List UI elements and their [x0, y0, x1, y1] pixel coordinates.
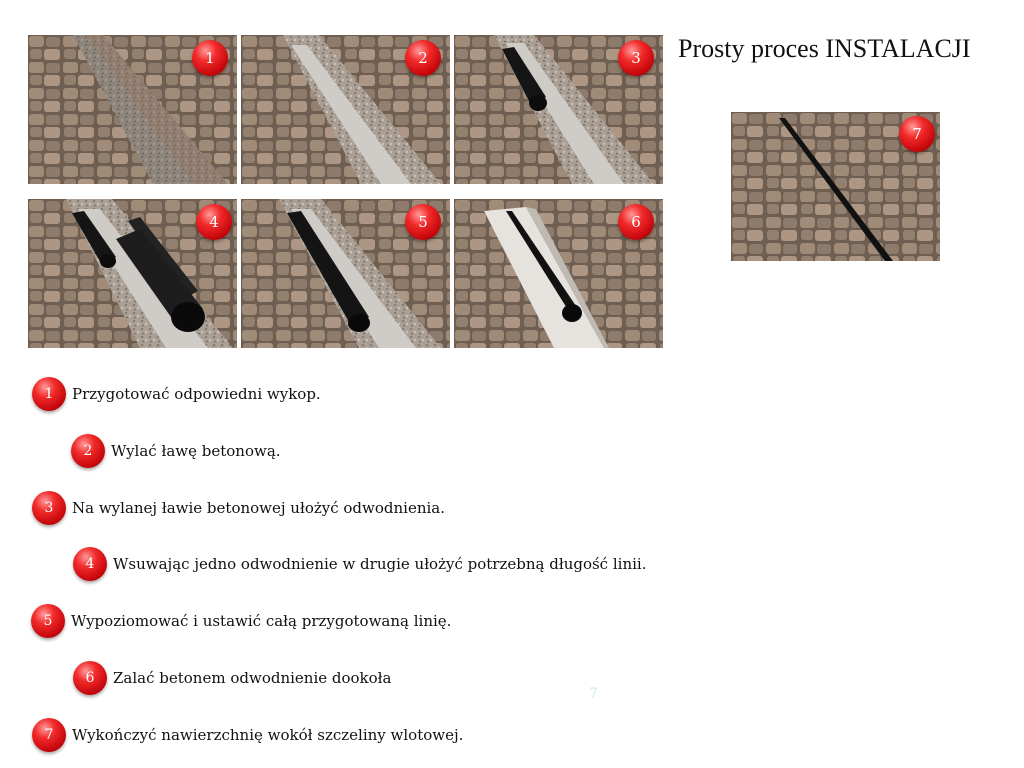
page-title: Prosty proces INSTALACJI — [678, 34, 971, 63]
step-item-7 — [32, 716, 463, 754]
step-text: Wykończyć nawierzchnię wokół szczeliny wlotowej. — [72, 726, 464, 744]
step-item-3 — [32, 489, 445, 527]
step-text: Zalać betonem odwodnienie dookoła — [113, 669, 392, 687]
step-badge: 5 — [405, 204, 441, 240]
step-image-3 — [454, 35, 663, 184]
step-item-5 — [31, 602, 451, 640]
step-badge: 7 — [899, 116, 935, 152]
step-image-6 — [454, 199, 663, 348]
step-text: Wsuwając jedno odwodnienie w drugie ułożyć potrzebną długość linii. — [113, 555, 647, 573]
step-badge: 5 — [31, 604, 65, 638]
step-badge: 4 — [196, 204, 232, 240]
step-badge: 1 — [32, 377, 66, 411]
faint-number: 7 — [589, 686, 598, 702]
step-item-4 — [73, 545, 646, 583]
step-item-1 — [32, 375, 321, 413]
step-badge: 7 — [32, 718, 66, 752]
step-image-2 — [241, 35, 450, 184]
step-badge: 2 — [405, 40, 441, 76]
step-badge: 3 — [32, 491, 66, 525]
step-item-2 — [71, 432, 281, 470]
step-image-5 — [241, 199, 450, 348]
step-badge: 6 — [73, 661, 107, 695]
step-text: Wypoziomować i ustawić całą przygotowaną linię. — [71, 612, 452, 630]
step-text: Przygotować odpowiedni wykop. — [72, 385, 321, 403]
step-badge: 3 — [618, 40, 654, 76]
step-text: Wylać ławę betonową. — [111, 442, 281, 460]
step-badge: 6 — [618, 204, 654, 240]
step-item-6 — [73, 659, 391, 697]
step-badge: 2 — [71, 434, 105, 468]
step-image-4 — [28, 199, 237, 348]
step-badge: 4 — [73, 547, 107, 581]
step-text: Na wylanej ławie betonowej ułożyć odwodnienia. — [72, 499, 446, 517]
step-image-1 — [28, 35, 237, 184]
step-image-7 — [731, 112, 940, 261]
step-badge: 1 — [192, 40, 228, 76]
